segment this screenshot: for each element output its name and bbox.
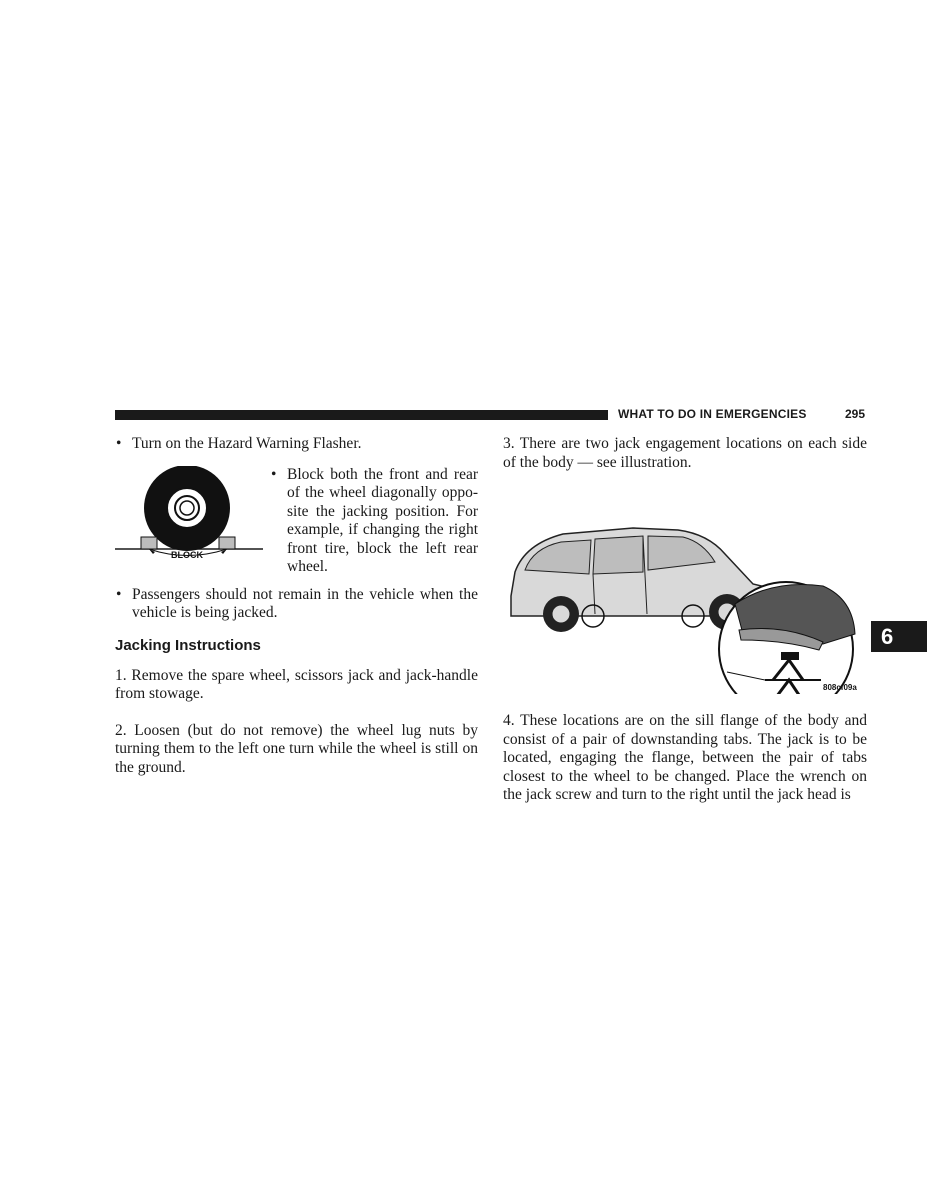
bullet-hazard-text: Turn on the Hazard Warning Flasher. [132,435,362,452]
bullet-passengers-text: Passengers should not remain in the vehicle when the vehicle is being jacked. [132,585,478,621]
step-4: 4. These locations are on the sill flange of the body and consist of a pair of downstanding tabs. The jack is to be located, engaging the flange, between the pair of tabs closest to the wheel to be changed. Place the wrench on the jack screw and turn to the right until the jack head is [503,712,867,803]
left-column [115,435,478,777]
section-title: WHAT TO DO IN EMERGENCIES [618,407,807,421]
jacking-heading: Jacking Instructions [115,636,261,654]
wheel-block-illustration [115,466,265,566]
bullet-passengers [115,586,478,623]
block-label: BLOCK [171,549,203,560]
step-3: 3. There are two jack engagement locations on each side of the body — see illustration. [503,435,867,471]
jack-location-illustration [503,484,867,694]
chapter-tab: 6 [871,621,927,652]
block-section [115,466,478,586]
van-window [525,540,591,574]
bullet-block-text: Block both the front and rear of the wheel diagonally oppo-site the jacking position. For example, if changing the right front tire, block the left rear wheel. [287,465,478,575]
bullet-dot: • [116,435,122,452]
header-rule [115,410,608,420]
bullet-hazard [115,435,478,454]
bullet-dot: • [116,585,122,603]
step-1: 1. Remove the spare wheel, scissors jack and jack-handle from stowage. [115,666,478,702]
right-column [503,435,867,805]
bullet-dot: • [271,465,277,483]
figure-code: 808cf09a [823,683,857,692]
page-number: 295 [845,407,866,421]
step-2: 2. Loosen (but do not remove) the wheel lug nuts by turning them to the left one turn while the wheel is still on the ground. [115,721,478,776]
bullet-block [270,466,478,577]
van-window [593,536,643,574]
